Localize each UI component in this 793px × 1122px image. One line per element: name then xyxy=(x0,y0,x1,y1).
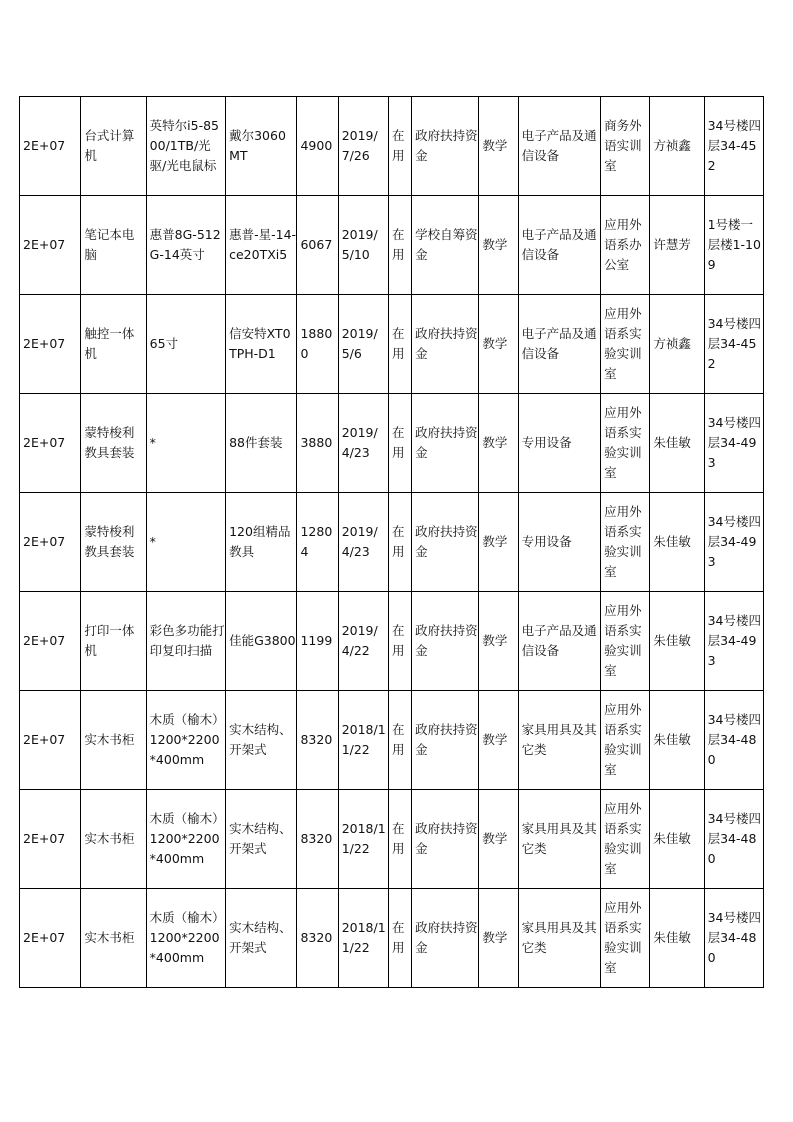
purchase-date-cell: 2018/11/22 xyxy=(338,790,388,889)
status-cell: 在用 xyxy=(388,295,411,394)
spec-cell: 木质（榆木）1200*2200*400mm xyxy=(146,889,225,988)
table-row xyxy=(20,592,764,691)
fund-source-cell: 政府扶持资金 xyxy=(412,97,479,196)
keeper-cell: 朱佳敏 xyxy=(650,790,704,889)
spec-cell: * xyxy=(146,394,225,493)
model-cell: 120组精品教具 xyxy=(226,493,297,592)
model-cell: 佳能G3800 xyxy=(226,592,297,691)
asset-code-cell: 2E+07 xyxy=(20,295,81,394)
asset-name-cell: 笔记本电脑 xyxy=(81,196,146,295)
model-cell: 实木结构、开架式 xyxy=(226,790,297,889)
fund-source-cell: 政府扶持资金 xyxy=(412,394,479,493)
asset-name-cell: 实木书柜 xyxy=(81,790,146,889)
asset-code-cell: 2E+07 xyxy=(20,394,81,493)
price-cell: 12804 xyxy=(297,493,338,592)
price-cell: 8320 xyxy=(297,790,338,889)
purchase-date-cell: 2019/5/6 xyxy=(338,295,388,394)
department-cell: 应用外语系实验实训室 xyxy=(601,493,650,592)
category-cell: 专用设备 xyxy=(518,394,600,493)
usage-cell: 教学 xyxy=(479,394,518,493)
price-cell: 6067 xyxy=(297,196,338,295)
keeper-cell: 朱佳敏 xyxy=(650,493,704,592)
location-cell: 34号楼四层34-493 xyxy=(704,394,763,493)
asset-table-body xyxy=(20,97,764,988)
spec-cell: 65寸 xyxy=(146,295,225,394)
department-cell: 应用外语系实验实训室 xyxy=(601,295,650,394)
price-cell: 3880 xyxy=(297,394,338,493)
usage-cell: 教学 xyxy=(479,691,518,790)
model-cell: 戴尔3060MT xyxy=(226,97,297,196)
table-row xyxy=(20,889,764,988)
asset-name-cell: 实木书柜 xyxy=(81,691,146,790)
spec-cell: 惠普8G-512G-14英寸 xyxy=(146,196,225,295)
usage-cell: 教学 xyxy=(479,592,518,691)
location-cell: 34号楼四层34-493 xyxy=(704,592,763,691)
fund-source-cell: 政府扶持资金 xyxy=(412,295,479,394)
asset-code-cell: 2E+07 xyxy=(20,889,81,988)
model-cell: 信安特XT0TPH-D1 xyxy=(226,295,297,394)
usage-cell: 教学 xyxy=(479,196,518,295)
category-cell: 电子产品及通信设备 xyxy=(518,196,600,295)
category-cell: 专用设备 xyxy=(518,493,600,592)
table-row xyxy=(20,394,764,493)
asset-name-cell: 蒙特梭利教具套装 xyxy=(81,493,146,592)
asset-name-cell: 触控一体机 xyxy=(81,295,146,394)
purchase-date-cell: 2018/11/22 xyxy=(338,691,388,790)
status-cell: 在用 xyxy=(388,196,411,295)
asset-code-cell: 2E+07 xyxy=(20,592,81,691)
location-cell: 34号楼四层34-480 xyxy=(704,889,763,988)
keeper-cell: 方祯鑫 xyxy=(650,295,704,394)
asset-name-cell: 实木书柜 xyxy=(81,889,146,988)
status-cell: 在用 xyxy=(388,97,411,196)
fund-source-cell: 政府扶持资金 xyxy=(412,790,479,889)
asset-name-cell: 台式计算机 xyxy=(81,97,146,196)
department-cell: 应用外语系实验实训室 xyxy=(601,889,650,988)
table-row xyxy=(20,295,764,394)
location-cell: 1号楼一层楼1-109 xyxy=(704,196,763,295)
purchase-date-cell: 2019/7/26 xyxy=(338,97,388,196)
spec-cell: 木质（榆木）1200*2200*400mm xyxy=(146,790,225,889)
price-cell: 18800 xyxy=(297,295,338,394)
status-cell: 在用 xyxy=(388,592,411,691)
asset-code-cell: 2E+07 xyxy=(20,493,81,592)
table-row xyxy=(20,493,764,592)
asset-code-cell: 2E+07 xyxy=(20,97,81,196)
keeper-cell: 朱佳敏 xyxy=(650,691,704,790)
keeper-cell: 朱佳敏 xyxy=(650,889,704,988)
table-row xyxy=(20,196,764,295)
usage-cell: 教学 xyxy=(479,493,518,592)
status-cell: 在用 xyxy=(388,394,411,493)
asset-table xyxy=(19,96,764,988)
location-cell: 34号楼四层34-493 xyxy=(704,493,763,592)
model-cell: 88件套装 xyxy=(226,394,297,493)
usage-cell: 教学 xyxy=(479,790,518,889)
table-row xyxy=(20,691,764,790)
fund-source-cell: 政府扶持资金 xyxy=(412,691,479,790)
spec-cell: 英特尔i5-8500/1TB/光驱/光电鼠标 xyxy=(146,97,225,196)
fund-source-cell: 政府扶持资金 xyxy=(412,493,479,592)
department-cell: 应用外语系实验实训室 xyxy=(601,691,650,790)
department-cell: 应用外语系实验实训室 xyxy=(601,394,650,493)
department-cell: 商务外语实训室 xyxy=(601,97,650,196)
asset-code-cell: 2E+07 xyxy=(20,196,81,295)
keeper-cell: 方祯鑫 xyxy=(650,97,704,196)
asset-code-cell: 2E+07 xyxy=(20,691,81,790)
fund-source-cell: 学校自筹资金 xyxy=(412,196,479,295)
keeper-cell: 朱佳敏 xyxy=(650,394,704,493)
location-cell: 34号楼四层34-480 xyxy=(704,691,763,790)
category-cell: 电子产品及通信设备 xyxy=(518,97,600,196)
asset-name-cell: 打印一体机 xyxy=(81,592,146,691)
status-cell: 在用 xyxy=(388,889,411,988)
usage-cell: 教学 xyxy=(479,295,518,394)
keeper-cell: 朱佳敏 xyxy=(650,592,704,691)
price-cell: 1199 xyxy=(297,592,338,691)
asset-code-cell: 2E+07 xyxy=(20,790,81,889)
status-cell: 在用 xyxy=(388,493,411,592)
price-cell: 8320 xyxy=(297,691,338,790)
usage-cell: 教学 xyxy=(479,97,518,196)
model-cell: 实木结构、开架式 xyxy=(226,889,297,988)
purchase-date-cell: 2019/4/23 xyxy=(338,493,388,592)
model-cell: 实木结构、开架式 xyxy=(226,691,297,790)
fund-source-cell: 政府扶持资金 xyxy=(412,889,479,988)
purchase-date-cell: 2018/11/22 xyxy=(338,889,388,988)
location-cell: 34号楼四层34-452 xyxy=(704,295,763,394)
purchase-date-cell: 2019/4/22 xyxy=(338,592,388,691)
price-cell: 4900 xyxy=(297,97,338,196)
usage-cell: 教学 xyxy=(479,889,518,988)
spec-cell: 木质（榆木）1200*2200*400mm xyxy=(146,691,225,790)
purchase-date-cell: 2019/5/10 xyxy=(338,196,388,295)
table-row xyxy=(20,790,764,889)
status-cell: 在用 xyxy=(388,790,411,889)
category-cell: 家具用具及其它类 xyxy=(518,889,600,988)
category-cell: 家具用具及其它类 xyxy=(518,691,600,790)
location-cell: 34号楼四层34-480 xyxy=(704,790,763,889)
model-cell: 惠普-星-14-ce20TXi5 xyxy=(226,196,297,295)
status-cell: 在用 xyxy=(388,691,411,790)
department-cell: 应用外语系实验实训室 xyxy=(601,790,650,889)
purchase-date-cell: 2019/4/23 xyxy=(338,394,388,493)
price-cell: 8320 xyxy=(297,889,338,988)
fund-source-cell: 政府扶持资金 xyxy=(412,592,479,691)
category-cell: 电子产品及通信设备 xyxy=(518,592,600,691)
category-cell: 家具用具及其它类 xyxy=(518,790,600,889)
asset-name-cell: 蒙特梭利教具套装 xyxy=(81,394,146,493)
spec-cell: 彩色多功能打印复印扫描 xyxy=(146,592,225,691)
department-cell: 应用外语系实验实训室 xyxy=(601,592,650,691)
location-cell: 34号楼四层34-452 xyxy=(704,97,763,196)
spec-cell: * xyxy=(146,493,225,592)
table-row xyxy=(20,97,764,196)
category-cell: 电子产品及通信设备 xyxy=(518,295,600,394)
department-cell: 应用外语系办公室 xyxy=(601,196,650,295)
keeper-cell: 许慧芳 xyxy=(650,196,704,295)
